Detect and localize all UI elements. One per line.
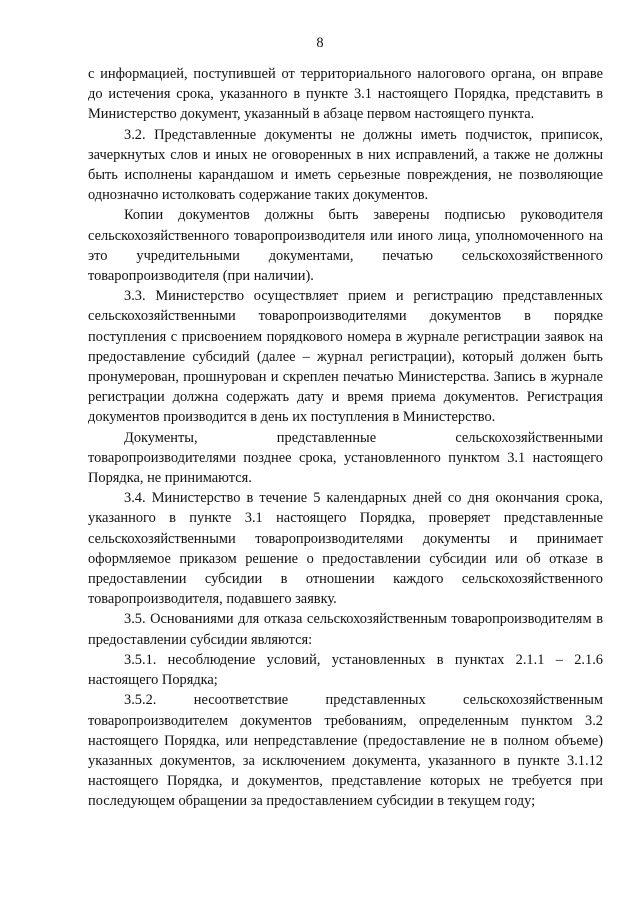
paragraph-3-5-1: 3.5.1. несоблюдение условий, установленных в пунктах 2.1.1 – 2.1.6 настоящего Порядка;	[88, 651, 603, 689]
paragraph-late-documents: Документы, представленные сельскохозяйственными товаропроизводителями позднее срока, установленного пунктом 3.1 настоящего Порядка, не принимаются.	[88, 429, 603, 487]
page-number: 8	[316, 35, 324, 51]
paragraph-3-2: 3.2. Представленные документы не должны иметь подчисток, приписок, зачеркнутых слов и иных не оговоренных в них исправлений, а также не должны быть исполнены карандашом и иметь серьезные повреждения, не позволяющие однозначно истолковать содержание таких документов.	[88, 126, 603, 204]
paragraph-3-3: 3.3. Министерство осуществляет прием и регистрацию представленных сельскохозяйственными товаропроизводителями документов в порядке поступления с присвоением порядкового номера в журнале регистрации заявок на предоставление субсидий (далее – журнал регистрации), который должен быть пронумерован, прошнурован и скреплен печатью Министерства. Запись в журнале регистрации должна содержать дату и время приема документов. Регистрация документов производится в день их поступления в Министерство.	[88, 288, 603, 426]
paragraph-3-5-2: 3.5.2. несоответствие представленных сельскохозяйственным товаропроизводителем документов требованиям, определенным пунктом 3.2 настоящего Порядка, или непредставление (предоставление не в полном объеме) указанных документов, за исключением документа, указанного в пункте 3.1.12 настоящего Порядка, и документов, представление которых не требуется при последующем обращении за предоставлением субсидии в текущем году;	[88, 692, 603, 810]
paragraph-3-5: 3.5. Основаниями для отказа сельскохозяйственным товаропроизводителям в предоставлении субсидии являются:	[88, 611, 603, 648]
document-body	[88, 64, 603, 812]
paragraph-copies-certification: Копии документов должны быть заверены подписью руководителя сельскохозяйственного товаропроизводителя или иного лица, уполномоченного на это учредительными документами, печатью сельскохозяйственного товаропроизводителя (при наличии).	[88, 207, 603, 285]
paragraph-3-4: 3.4. Министерство в течение 5 календарных дней со дня окончания срока, указанного в пункте 3.1 настоящего Порядка, проверяет представленные сельскохозяйственными товаропроизводителями документы и принимает оформляемое приказом решение о предоставлении субсидии или об отказе в предоставлении субсидии в отношении каждого сельскохозяйственного товаропроизводителя, подавшего заявку.	[88, 490, 603, 608]
paragraph-continuation: с информацией, поступившей от территориального налогового органа, он вправе до истечения срока, указанного в пункте 3.1 настоящего Порядка, представить в Министерство документ, указанный в абзаце первом настоящего пункта.	[88, 66, 603, 123]
